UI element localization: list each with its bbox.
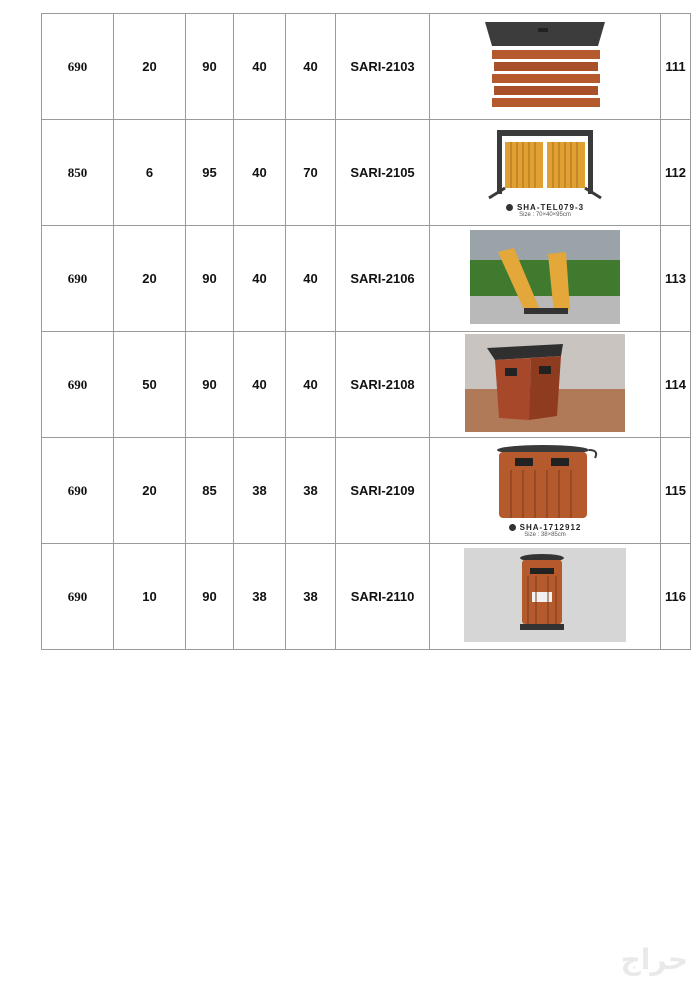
item-index-cell: 116 [661,544,691,650]
height-cell: 95 [186,120,234,226]
depth-cell: 70 [286,120,336,226]
depth-cell: 40 [286,332,336,438]
product-code-cell: SARI-2110 [336,544,430,650]
caption-text: SHA-TEL079-3 [516,202,585,212]
image-caption-size: Size : 70×40×95cm [519,211,571,218]
height-cell: 90 [186,226,234,332]
height-cell: 90 [186,14,234,120]
corner-bin-icon [465,334,625,432]
caption-marker-icon [506,204,513,211]
quantity-cell: 20 [114,14,186,120]
quantity-cell: 20 [114,438,186,544]
product-code-cell: SARI-2108 [336,332,430,438]
depth-cell: 40 [286,14,336,120]
width-cell: 40 [234,226,286,332]
quantity-cell: 6 [114,120,186,226]
product-image-cell [430,438,661,544]
width-cell: 40 [234,14,286,120]
price-cell: 690 [42,332,114,438]
item-index-cell: 113 [661,226,691,332]
round-bin-icon [485,444,605,520]
image-caption [430,523,660,532]
table-row [42,14,691,120]
table-row [42,120,691,226]
product-table [41,13,691,650]
round-bin-small-icon [464,548,626,642]
product-code-cell: SARI-2103 [336,14,430,120]
trash-bin-slatted-icon [480,20,610,110]
table-row [42,544,691,650]
quantity-cell: 20 [114,226,186,332]
height-cell: 90 [186,544,234,650]
item-index-cell: 111 [661,14,691,120]
quantity-cell: 10 [114,544,186,650]
watermark-logo: حراج [620,943,688,976]
price-cell: 690 [42,226,114,332]
price-cell: 690 [42,544,114,650]
price-cell: 690 [42,438,114,544]
depth-cell: 38 [286,544,336,650]
depth-cell: 40 [286,226,336,332]
table-row [42,438,691,544]
width-cell: 40 [234,332,286,438]
height-cell: 85 [186,438,234,544]
v-shaped-bin-icon [470,230,620,324]
quantity-cell: 50 [114,332,186,438]
dual-trash-bin-icon [485,128,605,200]
width-cell: 38 [234,438,286,544]
product-code-cell: SARI-2109 [336,438,430,544]
item-index-cell: 115 [661,438,691,544]
width-cell: 40 [234,120,286,226]
item-index-cell: 112 [661,120,691,226]
product-image-cell [430,14,661,120]
image-caption-size: Size : 38×85cm [524,531,566,538]
product-image-cell [430,332,661,438]
width-cell: 38 [234,544,286,650]
depth-cell: 38 [286,438,336,544]
price-cell: 690 [42,14,114,120]
price-cell: 850 [42,120,114,226]
table-row [42,332,691,438]
caption-text: SHA-1712912 [519,522,582,532]
product-image-cell [430,544,661,650]
product-code-cell: SARI-2105 [336,120,430,226]
caption-marker-icon [509,524,516,531]
height-cell: 90 [186,332,234,438]
item-index-cell: 114 [661,332,691,438]
product-code-cell: SARI-2106 [336,226,430,332]
table-row [42,226,691,332]
image-caption [430,203,660,212]
product-image-cell [430,120,661,226]
product-image-cell [430,226,661,332]
